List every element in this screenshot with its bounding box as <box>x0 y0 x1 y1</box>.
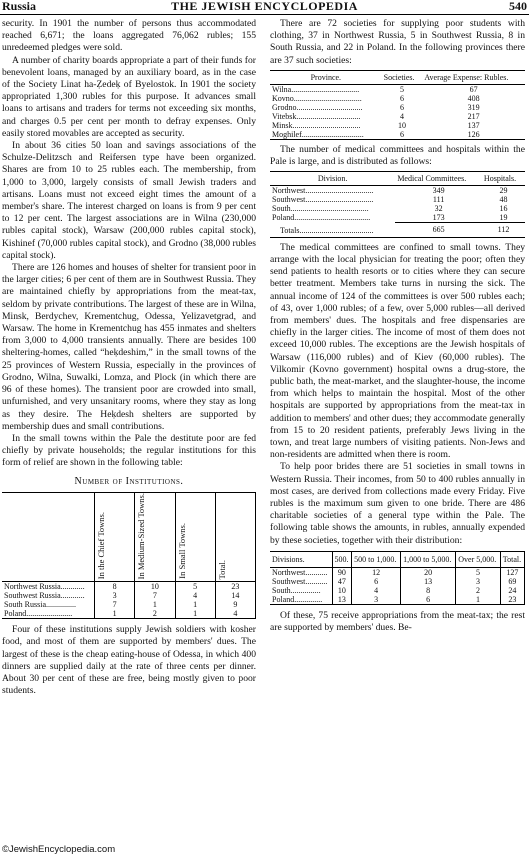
column-header: In Medium-Sized Towns. <box>135 492 175 581</box>
footer-credit: ©JewishEncyclopedia.com <box>2 844 116 855</box>
column-header: 500 to 1,000. <box>352 551 401 567</box>
cell: 1 <box>135 600 175 609</box>
table-row <box>270 112 525 121</box>
cell: 90 <box>332 567 352 577</box>
column-header: Over 5,000. <box>456 551 501 567</box>
totals-row <box>270 223 525 238</box>
cell: 32 <box>434 204 443 214</box>
row-label: Poland.............. <box>270 595 332 605</box>
cell: 1 <box>456 595 501 605</box>
table-row <box>2 591 256 600</box>
cell: 8 <box>95 582 135 592</box>
cell: 112 <box>482 223 525 238</box>
row-label: Moghilef............................... <box>270 130 382 140</box>
cell: 6 <box>399 93 404 103</box>
column-header: Average Expense: Rubles. <box>422 70 525 84</box>
page-header <box>0 0 529 14</box>
row-label: Northwest Russia............ <box>2 582 95 592</box>
cell: 16 <box>499 204 508 214</box>
column-header: Hospitals. <box>482 172 525 186</box>
cell: 14 <box>215 591 255 600</box>
row-label: Grodno................................. <box>272 102 363 112</box>
cell: 5 <box>399 84 404 94</box>
cell: 23 <box>215 582 255 592</box>
table-row <box>270 186 525 196</box>
cell: 3 <box>456 577 501 586</box>
row-label: Northwest........... <box>270 567 332 577</box>
cell: 13 <box>332 595 352 605</box>
row-label: Totals..................................... <box>270 223 395 238</box>
cell: 408 <box>467 93 480 103</box>
table-row <box>270 595 525 605</box>
row-label: Vitebsk................................ <box>272 111 361 121</box>
paragraph: In the small towns within the Pale the destitute poor are fed chiefly by private households; the regular institutions for this form of relief are shown in the following table: <box>2 432 256 469</box>
paragraph: To help poor brides there are 51 societies in small towns in Western Russia. Their incomes, from 50 to 400 rubles annually in most cases, are derived from collections made every Friday. Five rubles is the maximum sum given to one bride. There are 486 charitable societies of a general type within the Pale. The following table shows the amounts, in rubles, annually expended by these societies, together with their distribution: <box>270 461 525 546</box>
table-row <box>270 130 525 140</box>
paragraph: There are 126 homes and houses of shelter for transient poor in the larger cities; 6 per cent of them are in Southwest Russia. They are maintained chiefly by appropriations from the meat-tax, seldom by private contributions. The largest of these are in Wilna, Minsk, Berdychev, Krementchug, Odessa, Yelizavetgrad, and Warsaw. The home in Krementchug has 455 inmates and shelters from 3,000 to 4,000 transients annually. There are besides 100 sheltering-homes, called “heḳdeshim,” in the small towns of the 25 provinces of Western Russia, especially in the provinces of Grodno, Wilna, Suwalki, Lomza, and Plock (in which there are 96 of these homes). The transient poor are crowded into small, unfurnished, and very unsanitary rooms, where they stay as long as they desire. The Heḳdesh shelters are supported by membership dues and small contributions. <box>2 262 256 432</box>
cell: 1 <box>95 609 135 619</box>
row-label: Poland...................................... <box>272 213 371 223</box>
row-label: Southwest Russia............ <box>2 591 95 600</box>
table-row <box>270 577 525 586</box>
cell: 19 <box>499 213 508 223</box>
cell: 69 <box>500 577 524 586</box>
cell: 6 <box>399 102 404 112</box>
cell: 319 <box>467 102 480 112</box>
table-row <box>270 84 525 94</box>
cell: 2 <box>456 586 501 595</box>
cell: 6 <box>401 595 456 605</box>
column-header: Societies. <box>382 70 423 84</box>
row-label: Southwest........... <box>270 577 332 586</box>
header-page-number: 540 <box>509 0 527 13</box>
table-row <box>270 121 525 130</box>
header-publication-title: THE JEWISH ENCYCLOPEDIA <box>171 0 358 13</box>
cell: 2 <box>135 609 175 619</box>
table-row <box>2 600 256 609</box>
row-label: South Russia............... <box>2 600 95 609</box>
header-rule <box>0 14 529 15</box>
table-row <box>2 609 256 619</box>
cell: 8 <box>401 586 456 595</box>
paragraph: The number of medical committees and hospitals within the Pale is large, and is distributed as follows: <box>270 143 525 168</box>
cell: 6 <box>382 130 423 140</box>
cell: 24 <box>500 586 524 595</box>
cell: 4 <box>175 591 215 600</box>
cell: 173 <box>432 213 445 223</box>
column-header: Divisions. <box>270 551 332 567</box>
row-label: Southwest.................................. <box>272 195 374 205</box>
column-header: Division. <box>270 172 395 186</box>
cell: 137 <box>467 120 480 130</box>
cell: 10 <box>332 586 352 595</box>
table-row <box>270 213 525 223</box>
cell: 4 <box>215 609 255 619</box>
cell: 7 <box>95 600 135 609</box>
paragraph: Four of these institutions supply Jewish soldiers with kosher food, and most of them are supported by members' dues. The largest of these is the cheap eating-house of Odessa, in which 400 dinners are supplied daily at the rate of three cents per dinner. About 30 per cent of these are free, being mostly given to poor students. <box>2 624 256 697</box>
cell: 20 <box>401 567 456 577</box>
column-header: Total. <box>500 551 524 567</box>
paragraph: security. In 1901 the number of persons thus accommodated reached 6,671; the loans aggregated 76,062 rubles; 155 unredeemed pledges were sold. <box>2 18 256 54</box>
divisions-table <box>270 551 525 605</box>
table-row <box>270 103 525 112</box>
cell: 23 <box>500 595 524 605</box>
province-table <box>270 70 525 140</box>
cell: 48 <box>499 195 508 205</box>
cell: 3 <box>352 595 401 605</box>
cell: 4 <box>399 111 404 121</box>
institutions-table-title: Number of Institutions. <box>74 475 184 487</box>
cell: 1 <box>175 600 215 609</box>
table-row <box>270 195 525 204</box>
paragraph: The medical committees are confined to small towns. They arrange with the local physician for treating the poor; often they send patients to health resorts or to cities where they can secure better treatment. Members take turns in nursing the sick. The annual income of 124 of the committees is over 500 rubles each; of 43, over 1,000 rubles; of a few, over 5,000 rubles—all derived from members' dues. The hospitals and free dispensaries are chiefly in the larger cities. The income of most of them does not exceed 10,000 rubles. The exceptions are the Jewish hospitals of Warsaw (116,000 rubles) and of Kiev (60,000 rubles). The Vilkomir (Kovno government) hospital owns a drug-store, the public bath, the meat-market, and the slaughter-house, the income from which helps to maintain the hospital. Most of the other hospitals are supported by appropriations from the meat-tax in addition to members' and other dues; they accommodate generally from 15 to 20 resident patients, preferably Jews living in the town, and treat large numbers of visiting patients. Non-Jews and non-residents are admitted when there is room. <box>270 241 525 461</box>
paragraph: A number of charity boards appropriate a part of their funds for benevolent loans, managed by an auxiliary board, as in the case of the Society Linat ha-Ẓedeḳ of Byelostok. In 1901 the society appropriated 1,300 rubles for this purpose. It advances small loans to artisans and traders for terms not exceeding six months, and charges 0.5 per cent per month to defray expenses. Only easily stored movables are accepted as security. <box>2 54 256 139</box>
cell: 9 <box>215 600 255 609</box>
cell: 3 <box>95 591 135 600</box>
institutions-table <box>2 492 256 619</box>
column-header: In the Chief Towns. <box>95 492 135 581</box>
cell: 349 <box>432 186 445 196</box>
table-row <box>270 204 525 213</box>
cell: 29 <box>499 186 508 196</box>
cell: 7 <box>135 591 175 600</box>
row-label: Northwest.................................. <box>272 186 374 196</box>
cell: 127 <box>500 567 524 577</box>
cell: 217 <box>467 111 480 121</box>
cell: 10 <box>135 582 175 592</box>
table-row <box>270 586 525 595</box>
column-header: Province. <box>270 70 382 84</box>
column-header: In Small Towns. <box>175 492 215 581</box>
column-header: 500. <box>332 551 352 567</box>
row-label: Kovno.................................. <box>272 93 362 103</box>
cell: 665 <box>395 223 482 238</box>
paragraph: In about 36 cities 50 loan and savings associations of the Schulze-Delitzsch and Reifersen type have been organized. Shares are from 10 to 25 rubles each. The membership, from 1,000 to 3,000, largely consists of small Jewish traders and artisans. Loans must not exceed eight times the amount of a member's share. The interest charged on loans is from 9 per cent to 12 per cent. The largest associations are in Wilna (230,000 rubles capital stock), Warsaw (200,000 rubles capital stock), Kishinef (70,000 rubles capital stock), and Grodno (38,000 rubles capital stock). <box>2 140 256 261</box>
left-column <box>2 18 256 697</box>
row-label: South....................................... <box>272 204 369 214</box>
cell: 6 <box>352 577 401 586</box>
cell: 67 <box>469 84 478 94</box>
medical-table <box>270 171 525 238</box>
cell: 4 <box>352 586 401 595</box>
paragraph: Of these, 75 receive appropriations from the meat-tax; the rest are supported by members' dues. Be- <box>270 609 525 633</box>
table-row <box>270 567 525 577</box>
right-column <box>270 18 525 634</box>
cell: 13 <box>401 577 456 586</box>
row-label: Minsk.................................. <box>272 120 361 130</box>
row-label: Poland....................... <box>2 609 95 619</box>
cell: 1 <box>175 609 215 619</box>
table-row <box>270 94 525 103</box>
cell: 126 <box>422 130 525 140</box>
cell: 5 <box>175 582 215 592</box>
table-corner <box>2 492 95 581</box>
row-label: South............... <box>270 586 332 595</box>
header-section-title: Russia <box>2 0 37 13</box>
row-label: Wilna.................................. <box>272 84 360 94</box>
paragraph: There are 72 societies for supplying poor students with clothing, 37 in Northwest Russia, 5 in Southwest Russia, 8 in South Russia, and 22 in Poland. In the following provinces there are 37 such societies: <box>270 18 525 66</box>
cell: 47 <box>332 577 352 586</box>
column-header: 1,000 to 5,000. <box>401 551 456 567</box>
table-row <box>2 582 256 592</box>
cell: 111 <box>432 195 445 205</box>
cell: 5 <box>456 567 501 577</box>
cell: 12 <box>352 567 401 577</box>
column-header: Medical Committees. <box>395 172 482 186</box>
column-header: Total. <box>215 492 255 581</box>
cell: 10 <box>397 120 406 130</box>
